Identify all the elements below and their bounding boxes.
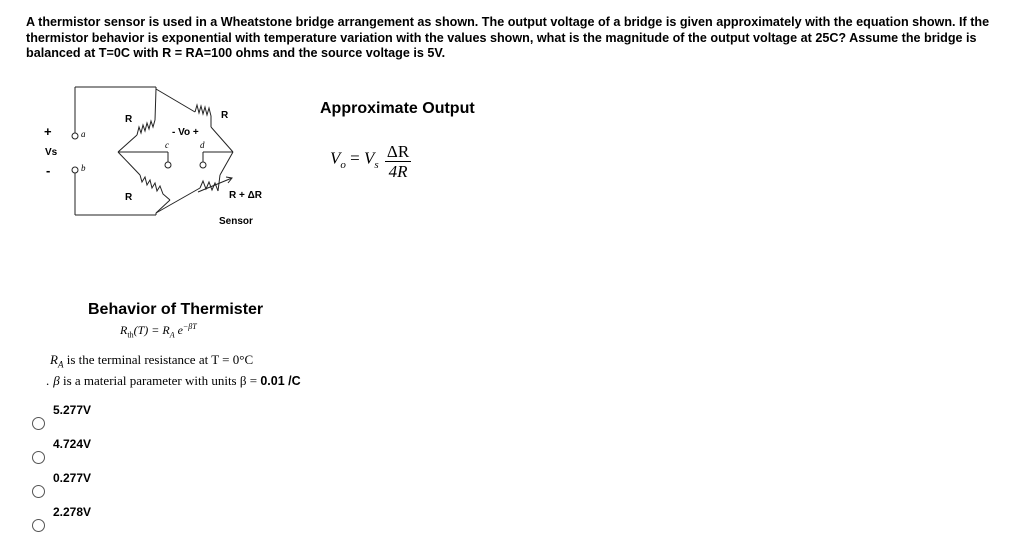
exp-power: −βT: [182, 322, 197, 331]
vs-subscript: s: [374, 158, 379, 171]
r-sensor-label: R + ΔR: [229, 190, 263, 201]
rth-argument: (T) =: [133, 323, 163, 337]
vs-label: Vs: [45, 147, 58, 158]
behavior-formula: [120, 322, 197, 339]
vo-subscript: o: [340, 158, 346, 171]
answer-option-1-label: 5.277V: [53, 403, 92, 417]
node-b-label: b: [81, 163, 86, 173]
r-top-left-label: R: [125, 114, 133, 125]
beta-description: [46, 373, 301, 389]
beta-symbol: β: [53, 373, 60, 388]
behavior-title: Behavior of Thermister: [88, 301, 264, 318]
fraction-denominator: 4R: [388, 162, 408, 181]
question-text: A thermistor sensor is used in a Wheatstone bridge arrangement as shown. The output voltage of a bridge is given approximately with the equation shown. If the thermistor behavior is exponential with temperature variation with the values shown, what is the magnitude of the output voltage at 25C? Assume the bridge is balanced at T=0C with R = RA=100 ohms and the source voltage is 5V.: [26, 15, 990, 60]
rth-symbol: R: [120, 323, 128, 337]
resistor-bottom-left: [140, 175, 170, 200]
fraction: [385, 142, 411, 181]
r-bottom-left-label: R: [125, 192, 133, 203]
resistor-top-left: [137, 120, 155, 135]
sensor-label: Sensor: [219, 216, 253, 227]
answer-option-2[interactable]: [28, 437, 228, 467]
resistor-top-right: [195, 105, 211, 127]
rth-subscript: th: [127, 330, 134, 340]
approximate-output-title: Approximate Output: [320, 100, 475, 117]
answer-option-3-label: 0.277V: [53, 471, 92, 485]
node-a-label: a: [81, 129, 86, 139]
beta-value: 0.01 /C: [260, 374, 301, 388]
exp-base: e: [174, 323, 183, 337]
beta-dot: .: [46, 373, 50, 388]
equals-sign: =: [345, 148, 364, 168]
radio-button-1[interactable]: [32, 417, 45, 430]
ra-description: [50, 352, 253, 370]
vo-label: - Vo +: [172, 127, 199, 138]
ra-symbol: R: [162, 323, 170, 337]
radio-button-2[interactable]: [32, 451, 45, 464]
answer-option-4[interactable]: [28, 505, 228, 535]
radio-button-4[interactable]: [32, 519, 45, 532]
answer-option-2-label: 4.724V: [53, 437, 92, 451]
fraction-numerator: ΔR: [386, 142, 410, 161]
answer-option-1[interactable]: [28, 403, 228, 433]
ra-desc-subscript: A: [57, 359, 64, 370]
radio-button-3[interactable]: [32, 485, 45, 498]
answer-option-3[interactable]: [28, 471, 228, 501]
plus-sign: +: [44, 124, 52, 139]
node-d-label: d: [200, 140, 205, 150]
output-formula: [330, 140, 411, 179]
ra-desc-symbol: R: [50, 352, 58, 367]
resistor-sensor: [200, 175, 220, 191]
wheatstone-bridge-diagram: [0, 0, 300, 240]
node-c-label: c: [165, 140, 169, 150]
r-top-right-label: R: [221, 110, 229, 121]
vo-symbol: V: [330, 148, 341, 168]
answer-option-4-label: 2.278V: [53, 505, 92, 519]
ra-desc-text: is the terminal resistance at T = 0°C: [63, 352, 254, 367]
ra-subscript: A: [169, 330, 175, 340]
minus-sign: -: [46, 163, 51, 178]
vs-symbol: V: [363, 148, 375, 168]
beta-desc-text: is a material parameter with units β =: [59, 373, 261, 388]
